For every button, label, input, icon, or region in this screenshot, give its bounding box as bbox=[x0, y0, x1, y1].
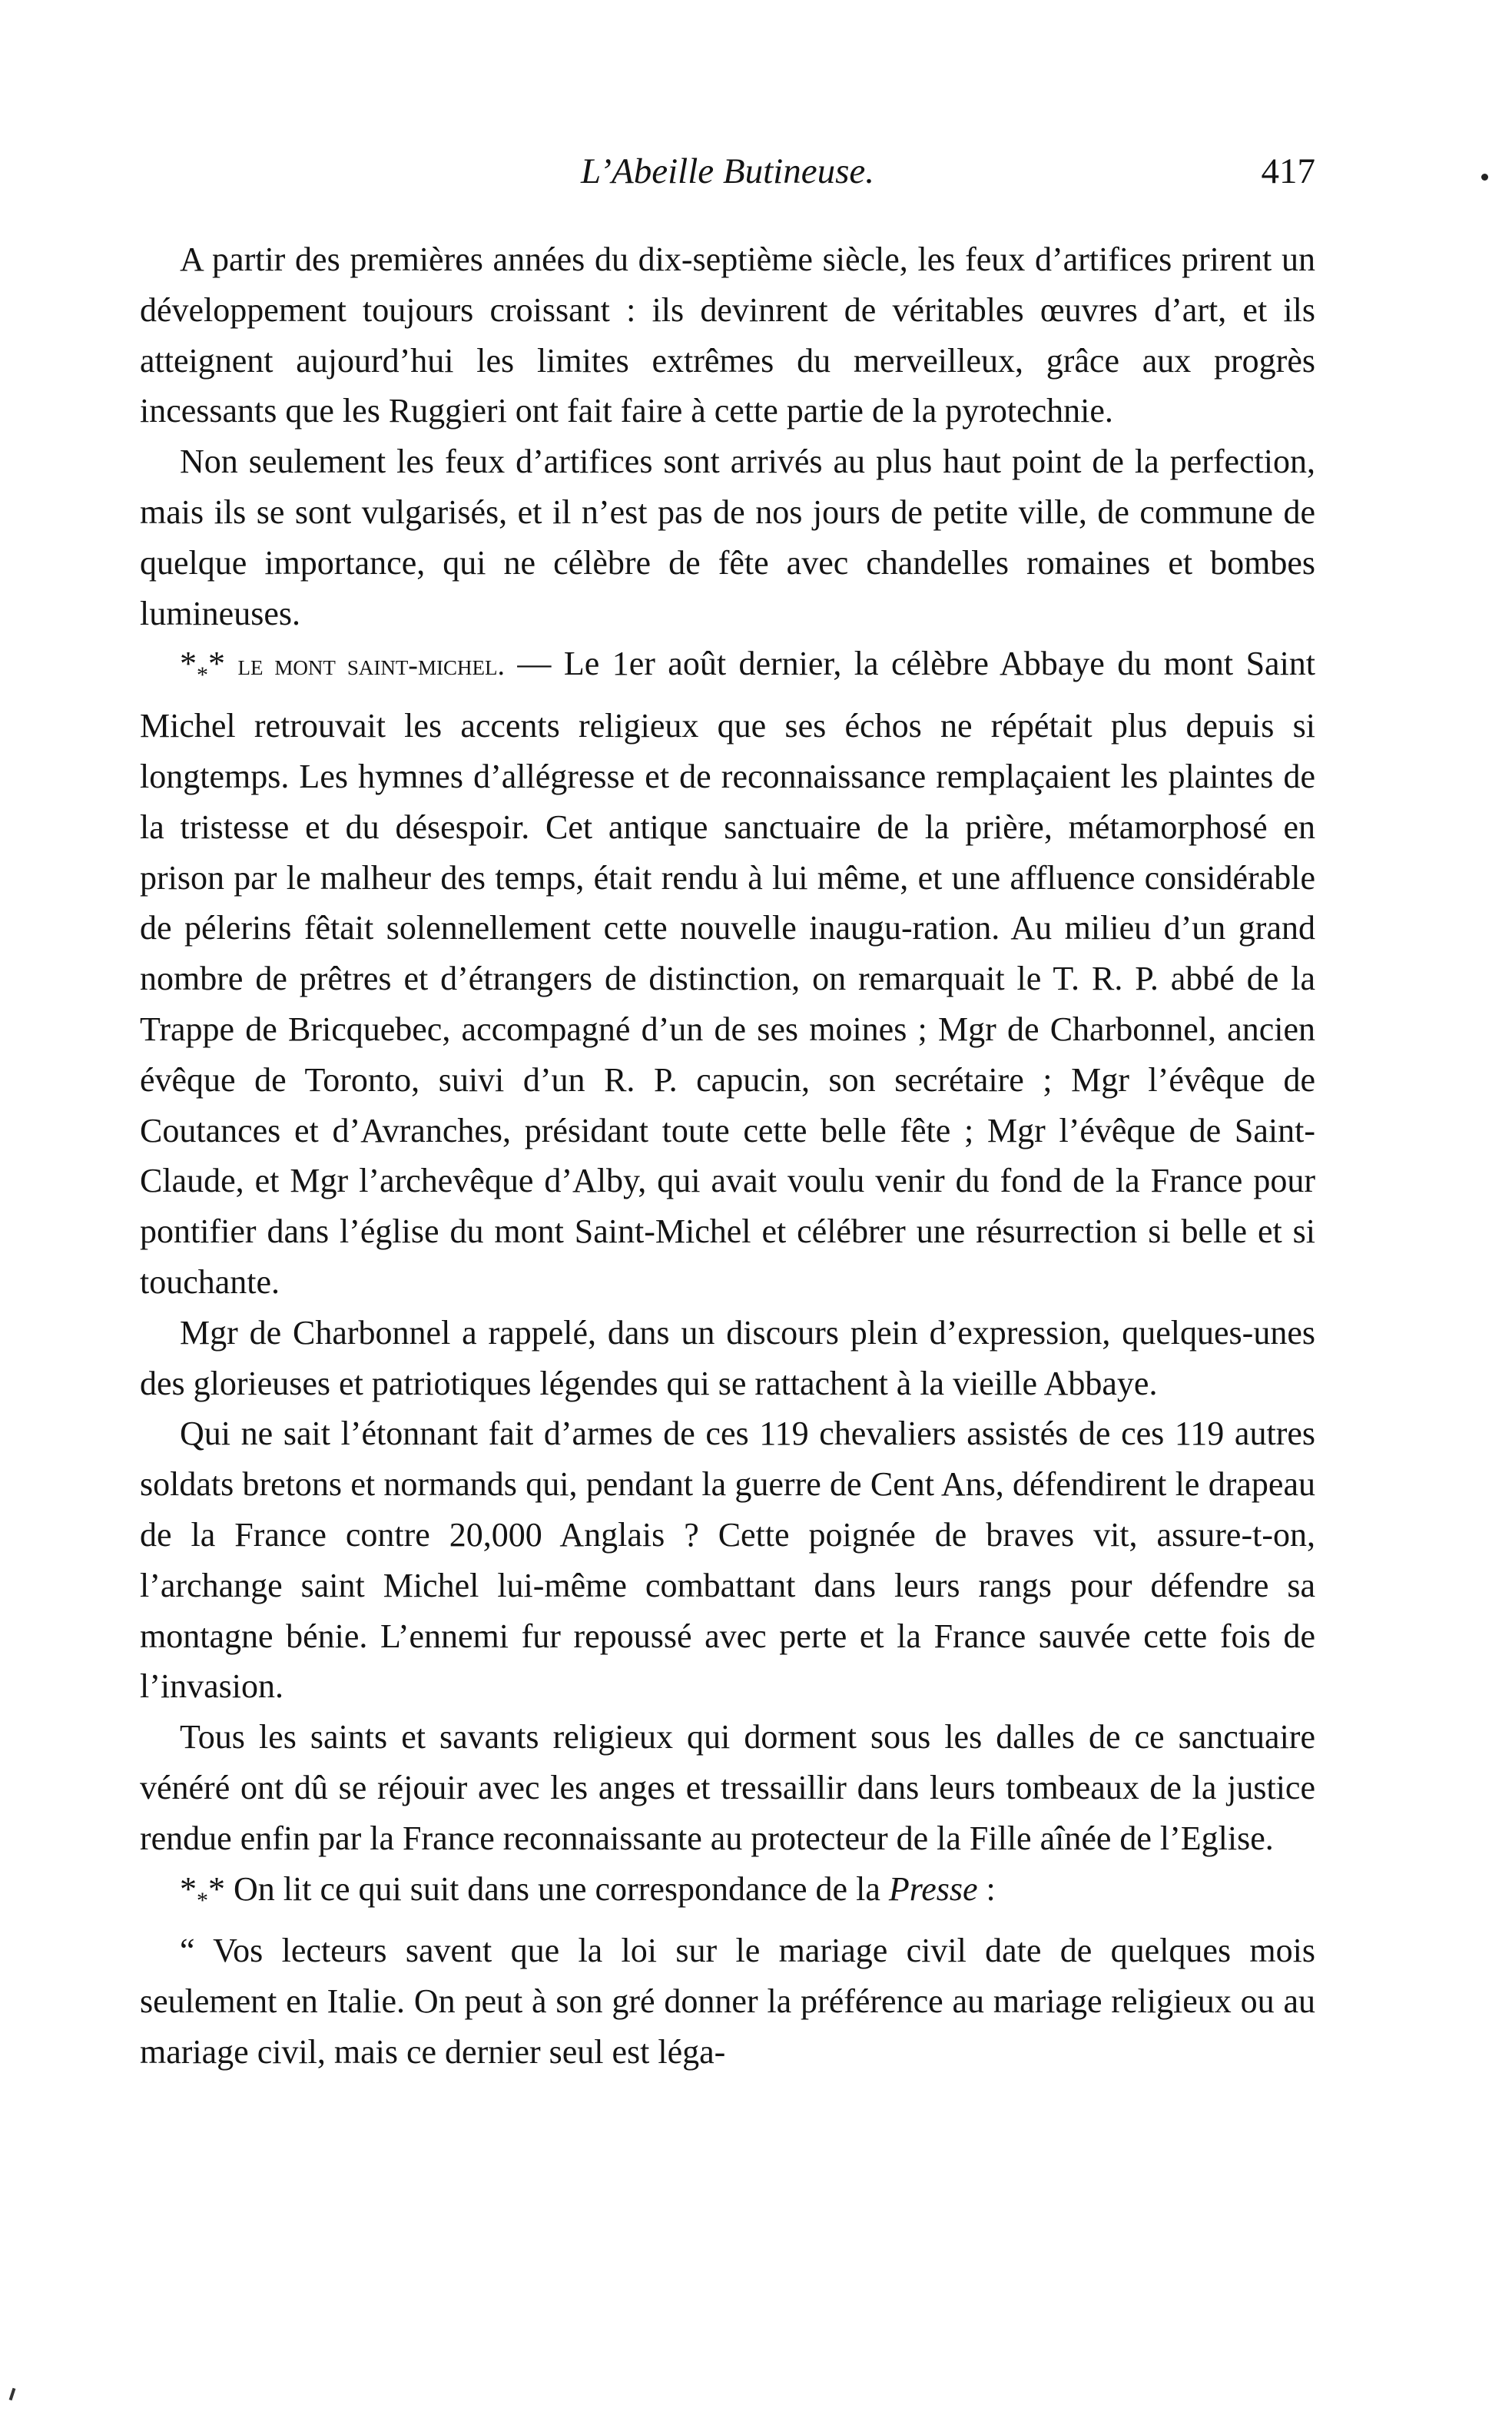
paragraph-presse-correspondence: $*_**$ On lit ce qui suit dans une correspondance de la Presse : bbox=[180, 1869, 996, 1913]
section-heading: le mont saint-michel. bbox=[237, 649, 505, 682]
body-text bbox=[140, 234, 1315, 2078]
running-title: L’Abeille Butineuse. bbox=[581, 151, 874, 191]
asterism: $*_**$ bbox=[180, 645, 225, 688]
paragraph-mont-saint-michel bbox=[140, 639, 1315, 1307]
margin-speck bbox=[1481, 174, 1488, 181]
paragraph-civil-marriage-quote: “ Vos lecteurs savent que la loi sur le mariage civil date de quelques mois seulement en Italie. On peut à son gré donner la préférence au mariage religieux ou au mariage civil, mais ce dernier seul est léga- bbox=[140, 1932, 1315, 2071]
asterism: $*_**$ bbox=[180, 1869, 225, 1913]
paragraph-body: On lit ce qui suit dans une correspondance de la bbox=[225, 1869, 889, 1908]
paragraph-saints-rejoice: Tous les saints et savants religieux qui dorment sous les dalles de ce sanctuaire vénéré ont dû se réjouir avec les anges et tressaillir dans leurs tombeaux de la justice rendue enfin par la France reconnaissante au protecteur de la Fille aînée de l’Eglise. bbox=[140, 1718, 1315, 1857]
running-head bbox=[140, 144, 1315, 198]
paragraph-charbonnel-discourse: Mgr de Charbonnel a rappelé, dans un discours plein d’expression, quelques-unes des glorieuses et patriotiques légendes qui se rattachent à la vieille Abbaye. bbox=[140, 1313, 1315, 1402]
margin-mark bbox=[9, 2388, 16, 2400]
paragraph-fireworks-development: A partir des premières années du dix-septième siècle, les feux d’artifices prirent un développement toujours croissant : ils devinrent de véritables œuvres d’art, et ils atteignent aujourd’hui les limites extrêmes du merveilleux, grâce aux progrès incessants que les Ruggieri ont fait faire à cette partie de la pyrotechnie. bbox=[140, 240, 1315, 430]
paragraph-fireworks-popular: Non seulement les feux d’artifices sont arrivés au plus haut point de la perfection, mais ils se sont vulgarisés, et il n’est pas de nos jours de petite ville, de commune de quelque importance, qui ne célèbre de fête avec chandelles romaines et bombes lumineuses. bbox=[140, 443, 1315, 632]
paragraph-119-knights: Qui ne sait l’étonnant fait d’armes de ces 119 chevaliers assistés de ces 119 autres soldats bretons et normands qui, pendant la guerre de Cent Ans, défendirent le drapeau de la France contre 20,000 Anglais ? Cette poignée de braves vit, assure-t-on, l’archange saint Michel lui-même combattant dans leurs rangs pour défendre sa montagne bénie. L’ennemi fur repoussé avec perte et la France sauvée cette fois de l’invasion. bbox=[140, 1415, 1315, 1706]
paragraph-body: — Le 1er août dernier, la célèbre Abbaye du mont Saint Michel retrouvait les accents religieux que ses échos ne répétait plus depuis si longtemps. Les hymnes d’allégresse et de reconnaissance remplaçaient les plaintes de la tristesse et du désespoir. Cet antique sanctuaire de la prière, métamorphosé en prison par le malheur des temps, était rendu à lui même, et une affluence considérable de pélerins fêtait solennellement cette nouvelle inaugu-ration. Au milieu d’un grand nombre de prêtres et d’étrangers de distinction, on remarquait le T. R. P. abbé de la Trappe de Bricquebec, accompagné d’un de ses moines ; Mgr de Charbonnel, ancien évêque de Toronto, suivi d’un R. P. capucin, son secrétaire ; Mgr l’évêque de Coutances et d’Avranches, présidant toute cette belle fête ; Mgr l’évêque de Saint-Claude, et Mgr l’archevêque d’Alby, qui avait voulu venir du fond de la France pour pontifier dans l’église du mont Saint-Michel et célébrer une résurrection si belle et si touchante. bbox=[140, 645, 1316, 1301]
page-number: 417 bbox=[1261, 151, 1315, 191]
newspaper-title: Presse bbox=[888, 1869, 978, 1908]
